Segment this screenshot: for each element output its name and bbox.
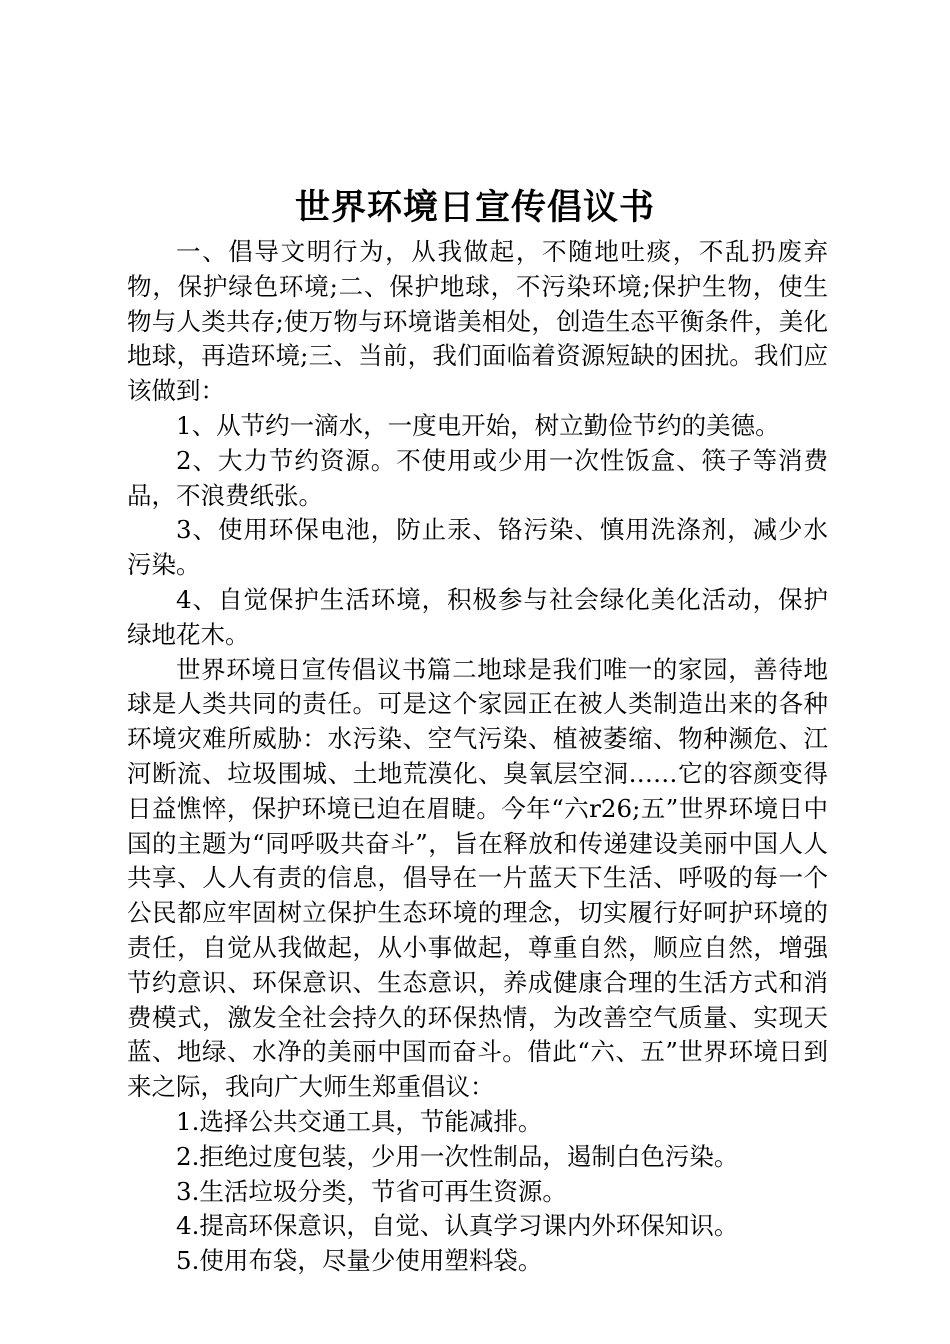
document-title: 世界环境日宣传倡议书 bbox=[294, 187, 655, 228]
intro-paragraph: 一、倡导文明行为，从我做起，不随地吐痰，不乱扔废弃物，保护绿色环境;二、保护地球，不污染环境;保护生物，使生物与人类共存;使万物与环境谐美相处，创造生态平衡条件，美化地球，再造环境;三、当前，我们面临着资源短缺的困扰。我们应该做到： bbox=[127, 237, 828, 406]
list-item: 4.提高环保意识，自觉、认真学习课内外环保知识。 bbox=[176, 1211, 739, 1241]
document-body bbox=[127, 235, 828, 1279]
list-item: 2、大力节约资源。不使用或少用一次性饭盒、筷子等消费品，不浪费纸张。 bbox=[127, 445, 828, 510]
list-item: 4、自觉保护生活环境，积极参与社会绿化美化活动，保护绿地花木。 bbox=[127, 584, 828, 649]
list-item: 1.选择公共交通工具，节能减排。 bbox=[176, 1106, 543, 1136]
list-item: 2.拒绝过度包装，少用一次性制品，遏制白色污染。 bbox=[176, 1141, 739, 1171]
list-item: 3、使用环保电池，防止汞、铬污染、慎用洗涤剂，减少水污染。 bbox=[127, 515, 828, 580]
list-item: 5.使用布袋，尽量少使用塑料袋。 bbox=[176, 1246, 543, 1276]
list-item: 3.生活垃圾分类，节省可再生资源。 bbox=[176, 1176, 567, 1206]
list-item: 1、从节约一滴水，一度电开始，树立勤俭节约的美德。 bbox=[176, 410, 780, 440]
section-two-paragraph: 世界环境日宣传倡议书篇二地球是我们唯一的家园，善待地球是人类共同的责任。可是这个家园正在被人类制造出来的各种环境灾难所威胁：水污染、空气污染、植被萎缩、物种濒危、江河断流、垃圾围城、土地荒漠化、臭氧层空洞……它的容颜变得日益憔悴，保护环境已迫在眉睫。今年“六r26;五”世界环境日中国的主题为“同呼吸共奋斗”，旨在释放和传递建设美丽中国人人共享、人人有责的信息，倡导在一片蓝天下生活、呼吸的每一个公民都应牢固树立保护生态环境的理念，切实履行好呵护环境的责任，自觉从我做起，从小事做起，尊重自然，顺应自然，增强节约意识、环保意识、生态意识，养成健康合理的生活方式和消费模式，激发全社会持久的环保热情，为改善空气质量、实现天蓝、地绿、水净的美丽中国而奋斗。借此“六、五”世界环境日到来之际，我向广大师生郑重倡议： bbox=[127, 654, 828, 1102]
